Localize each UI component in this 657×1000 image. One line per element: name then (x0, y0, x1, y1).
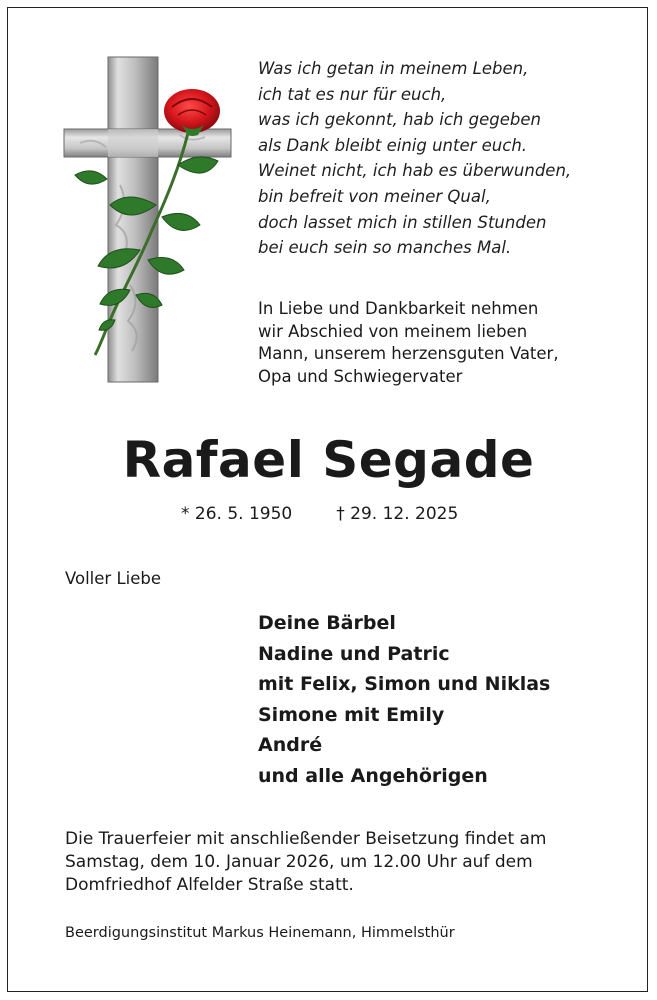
deceased-name: Rafael Segade (122, 431, 535, 489)
intro-line: Opa und Schwiegervater (258, 366, 463, 386)
ceremony-info (65, 828, 605, 897)
closing-phrase: Voller Liebe (65, 569, 162, 588)
undertaker-credit: Beerdigungsinstitut Markus Heinemann, Himmelsthür (65, 925, 455, 941)
death-date: † 29. 12. 2025 (336, 504, 459, 524)
cross-with-rose-image (60, 55, 240, 390)
poem-line: was ich gekonnt, hab ich gegeben (258, 110, 541, 130)
poem-line: Weinet nicht, ich hab es überwunden, (258, 161, 572, 181)
poem-line: ich tat es nur für euch, (258, 84, 447, 104)
poem-line: Was ich getan in meinem Leben, (258, 59, 529, 78)
poem-line: bin befreit von meiner Qual, (258, 186, 491, 206)
mourner-line: mit Felix, Simon und Niklas (258, 673, 551, 695)
poem-line: bei euch sein so manches Mal. (258, 238, 512, 258)
life-dates (181, 502, 458, 526)
ceremony-line: Domfriedhof Alfelder Straße statt. (65, 875, 354, 895)
intro-line: In Liebe und Dankbarkeit nehmen (258, 299, 539, 318)
ceremony-line: Samstag, dem 10. Januar 2026, um 12.00 Uhr auf dem (65, 852, 533, 872)
mourners-list (258, 608, 550, 791)
intro-line: Mann, unserem herzensguten Vater, (258, 344, 559, 363)
intro-line: wir Abschied von meinem lieben (258, 321, 528, 341)
mourner-line: Simone mit Emily (258, 703, 445, 726)
birth-date: * 26. 5. 1950 (181, 504, 293, 524)
farewell-intro (258, 298, 638, 388)
poem-line: als Dank bleibt einig unter euch. (258, 135, 528, 155)
poem-line: doch lasset mich in stillen Stunden (258, 212, 547, 232)
poem-block (258, 56, 638, 261)
mourner-line: und alle Angehörigen (258, 764, 488, 787)
ceremony-line: Die Trauerfeier mit anschließender Beisetzung findet am (65, 829, 547, 849)
mourner-line: André (258, 734, 323, 756)
mourner-line: Deine Bärbel (258, 612, 396, 634)
mourner-line: Nadine und Patric (258, 642, 450, 665)
